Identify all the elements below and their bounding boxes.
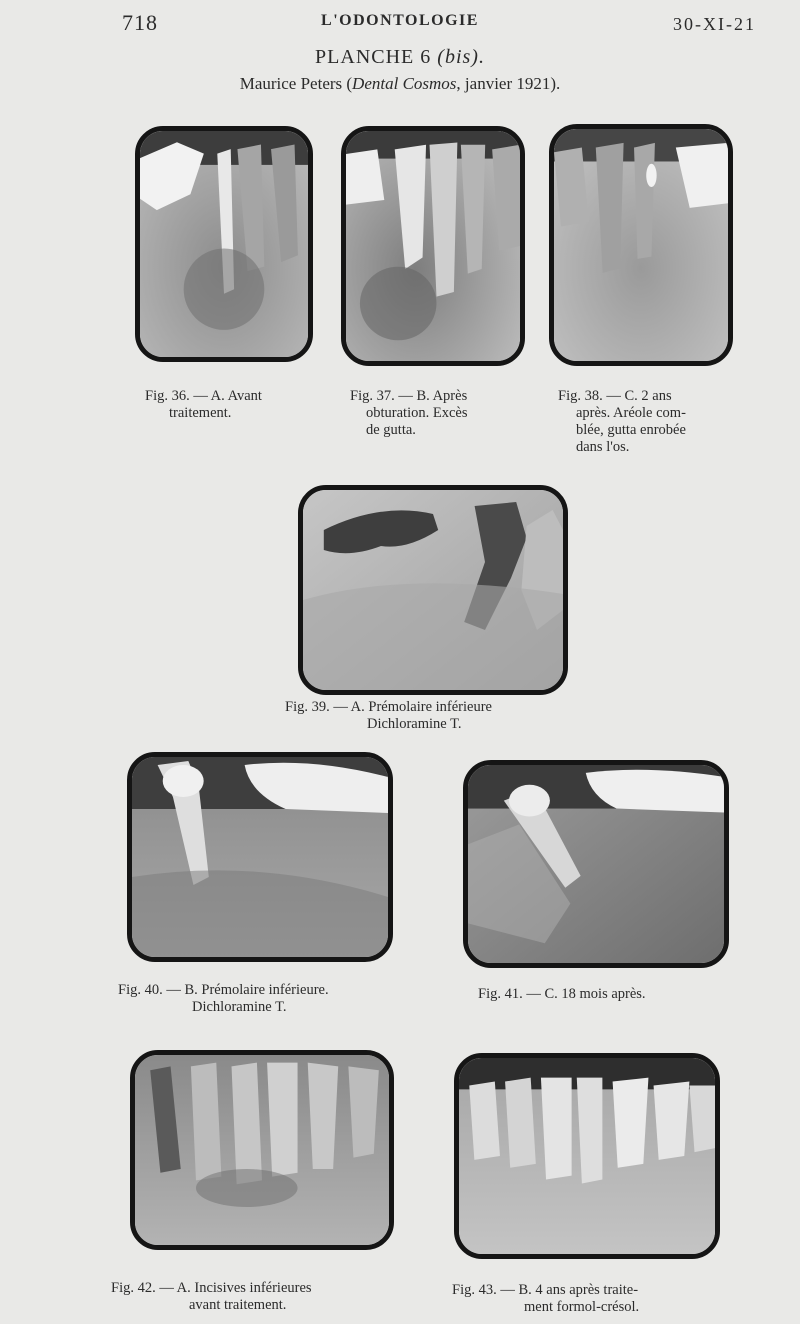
caption-fig40 xyxy=(118,982,329,1016)
caption-line: Fig. 37. — B. Après xyxy=(350,388,468,404)
caption-line: Fig. 40. — B. Prémolaire inférieure. xyxy=(118,982,329,998)
caption-line: Fig. 43. — B. 4 ans après traite- xyxy=(452,1282,639,1298)
page-number: 718 xyxy=(122,10,158,35)
caption-line: traitement. xyxy=(169,405,232,421)
source-author: Maurice Peters ( xyxy=(239,74,353,93)
caption-line: obturation. Excès xyxy=(366,405,468,421)
caption-fig37 xyxy=(350,388,467,439)
radiograph-fig38 xyxy=(549,124,733,366)
caption-fig42 xyxy=(111,1280,312,1314)
caption-line: ment formol-crésol. xyxy=(524,1299,640,1315)
caption-fig43 xyxy=(452,1282,639,1316)
caption-fig36 xyxy=(145,388,262,422)
plate-title-suffix: (bis). xyxy=(437,46,485,68)
plate-title xyxy=(0,46,800,69)
journal-title: L'ODONTOLOGIE xyxy=(321,12,479,29)
radiograph-fig41 xyxy=(463,760,729,968)
caption-line: avant traitement. xyxy=(189,1297,287,1313)
caption-line: Fig. 41. — C. 18 mois après. xyxy=(478,986,646,1002)
caption-line: Dichloramine T. xyxy=(367,716,462,732)
caption-line: Fig. 36. — A. Avant xyxy=(145,388,262,404)
radiograph-fig39 xyxy=(298,485,568,695)
radiograph-fig43 xyxy=(454,1053,720,1259)
plate-source xyxy=(0,74,800,94)
caption-fig39 xyxy=(285,699,492,733)
radiograph-fig40 xyxy=(127,752,393,962)
caption-fig38 xyxy=(558,388,686,456)
radiograph-fig42 xyxy=(130,1050,394,1250)
caption-fig41 xyxy=(478,986,646,1003)
caption-line: Dichloramine T. xyxy=(192,999,287,1015)
issue-date: 30-XI-21 xyxy=(673,14,756,34)
radiograph-fig36 xyxy=(135,126,313,362)
caption-line: après. Aréole com- xyxy=(576,405,686,421)
caption-line: de gutta. xyxy=(366,422,416,438)
radiograph-fig37 xyxy=(341,126,525,366)
source-journal: Dental Cosmos xyxy=(352,74,457,93)
caption-line: Fig. 38. — C. 2 ans xyxy=(558,388,672,404)
source-date: , janvier 1921). xyxy=(456,74,561,93)
caption-line: dans l'os. xyxy=(576,439,630,455)
plate-title-text: PLANCHE 6 xyxy=(315,46,432,68)
caption-line: Fig. 39. — A. Prémolaire inférieure xyxy=(285,699,492,715)
caption-line: Fig. 42. — A. Incisives inférieures xyxy=(111,1280,312,1296)
caption-line: blée, gutta enrobée xyxy=(576,422,686,438)
